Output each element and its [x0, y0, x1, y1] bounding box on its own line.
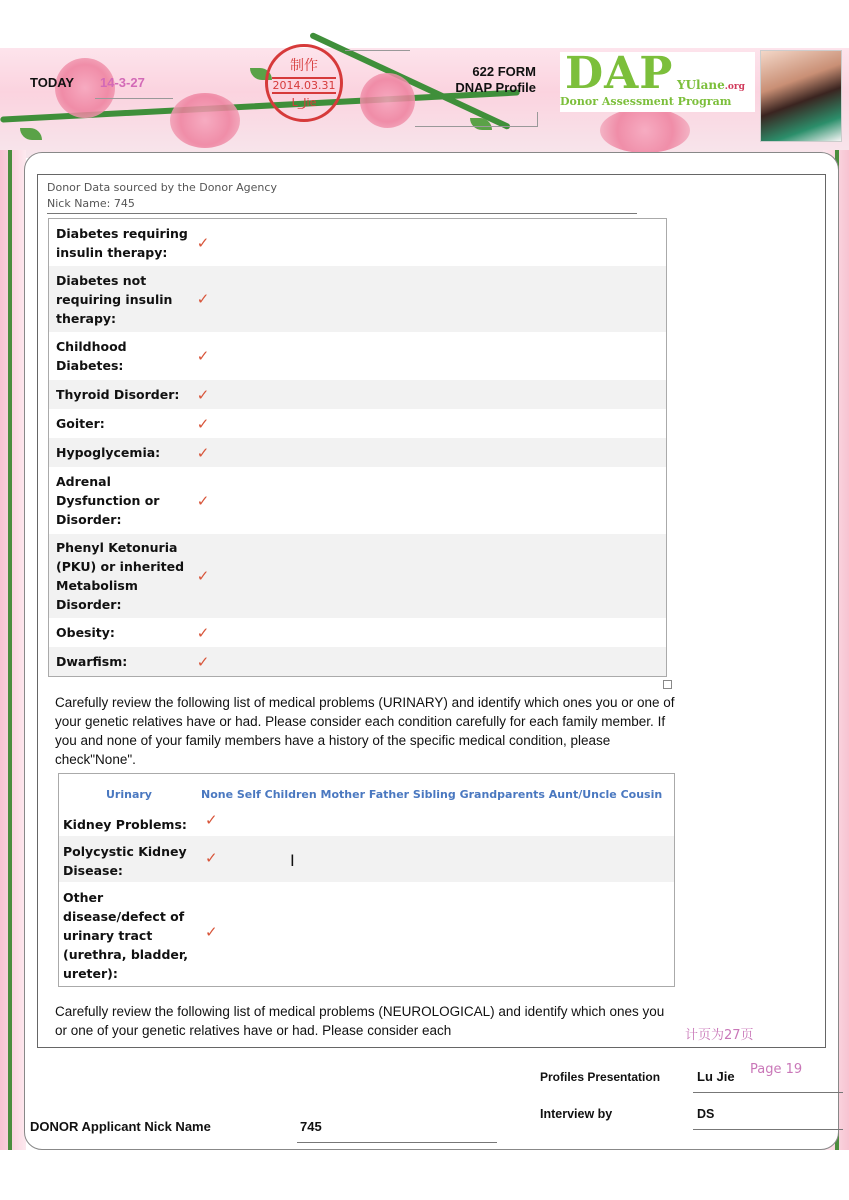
floral-left-border	[0, 150, 26, 1150]
check-icon[interactable]: ✓	[196, 347, 210, 365]
urinary-row	[59, 811, 218, 834]
check-icon[interactable]: ✓	[196, 567, 210, 585]
check-icon[interactable]: ✓	[205, 923, 218, 941]
today-underline	[95, 98, 173, 99]
condition-label: Adrenal Dysfunction or Disorder:	[56, 474, 160, 527]
logo-tagline: Donor Assessment Program	[560, 95, 732, 108]
condition-label: Obesity:	[56, 625, 115, 640]
urinary-header: Urinary	[106, 788, 152, 801]
urinary-row	[59, 888, 218, 983]
endocrine-conditions-table	[48, 218, 667, 677]
neurological-intro: Carefully review the following list of medical problems (NEUROLOGICAL) and identify which ones you or one of your genetic relatives have or had. Please consider each	[55, 1004, 665, 1038]
presenter-name: Lu Jie	[697, 1069, 735, 1084]
condition-row	[49, 534, 666, 618]
condition-label: Dwarfism:	[56, 654, 128, 669]
condition-row	[49, 647, 666, 676]
form-title-bracket	[415, 112, 538, 127]
urinary-intro: Carefully review the following list of medical problems (URINARY) and identify which ones you or one of your genetic relatives have or had. Please consider each condition carefully for each family member. If you and none of your family members have a history of the specific medical condition, please check"None".	[55, 695, 675, 767]
interviewer-underline	[693, 1129, 843, 1130]
stamp-date: 2014.03.31	[272, 79, 336, 92]
condition-label: Goiter:	[56, 416, 105, 431]
source-line: Donor Data sourced by the Donor Agency	[47, 181, 277, 194]
condition-row	[49, 266, 666, 332]
check-icon[interactable]: ✓	[205, 811, 218, 829]
nick-name-line: Nick Name: 745	[47, 197, 135, 210]
condition-row	[49, 380, 666, 409]
header-rule	[345, 50, 410, 51]
check-icon[interactable]: ✓	[196, 443, 210, 462]
condition-label: Thyroid Disorder:	[56, 387, 180, 402]
check-icon[interactable]: ✓	[196, 491, 210, 510]
check-icon[interactable]: ✓	[205, 849, 218, 867]
check-icon[interactable]: ✓	[196, 290, 210, 308]
today-value: 14-3-27	[100, 75, 145, 90]
condition-row	[49, 618, 666, 647]
presenter-underline	[693, 1092, 843, 1093]
seal-stamp	[265, 44, 343, 122]
dap-logo	[560, 48, 755, 112]
form-number: 622 FORM	[472, 64, 536, 79]
applicant-nick-name-value: 745	[300, 1119, 322, 1134]
condition-label: Hypoglycemia:	[56, 445, 161, 460]
check-icon[interactable]: ✓	[196, 652, 210, 671]
donor-source-info	[47, 180, 277, 212]
urinary-conditions-table	[58, 773, 675, 987]
condition-label: Childhood Diabetes:	[56, 339, 127, 373]
source-underline	[47, 213, 637, 214]
today-label: TODAY	[30, 75, 75, 90]
interviewer-name: DS	[697, 1107, 715, 1121]
check-icon[interactable]: ✓	[196, 623, 210, 642]
form-title	[430, 64, 536, 96]
condition-label: Phenyl Ketonuria (PKU) or inherited Metabolism Disorder:	[56, 540, 185, 612]
condition-row	[49, 467, 666, 534]
stamp-author: L_Jie	[291, 96, 317, 109]
relatives-header: None Self Children Mother Father Sibling Grandparents Aunt/Uncle Cousin	[201, 788, 663, 801]
stamp-line1: 制作	[290, 58, 318, 74]
logo-site: YUlane.org	[677, 78, 745, 92]
urinary-label: Other disease/defect of urinary tract (urethra, bladder, ureter):	[63, 890, 188, 981]
check-icon[interactable]: ✓	[196, 414, 210, 433]
page-number: Page 19	[750, 1062, 803, 1077]
page-count-note: 计页为27页	[685, 1028, 754, 1043]
form-subtitle: DNAP Profile	[455, 80, 536, 95]
check-icon[interactable]: ✓	[196, 233, 210, 252]
condition-label: Diabetes not requiring insulin therapy:	[56, 272, 173, 326]
applicant-underline	[297, 1142, 497, 1143]
urinary-label: Polycystic Kidney Disease:	[63, 844, 187, 878]
condition-row	[49, 409, 666, 438]
donor-photo	[760, 50, 842, 142]
condition-row	[49, 438, 666, 467]
condition-label: Diabetes requiring insulin therapy:	[56, 225, 188, 260]
profiles-presentation-label: Profiles Presentation	[540, 1070, 661, 1084]
interview-label: Interview by	[540, 1107, 613, 1121]
text-cursor-icon: I	[290, 851, 295, 870]
check-icon[interactable]: ✓	[196, 385, 210, 404]
urinary-row	[59, 836, 674, 882]
condition-row	[49, 332, 666, 380]
logo-big-text: DAP	[565, 48, 674, 99]
resize-handle[interactable]	[663, 680, 672, 689]
urinary-label: Kidney Problems:	[63, 817, 187, 832]
applicant-nick-name-label: DONOR Applicant Nick Name	[30, 1119, 211, 1134]
condition-row	[49, 219, 666, 266]
